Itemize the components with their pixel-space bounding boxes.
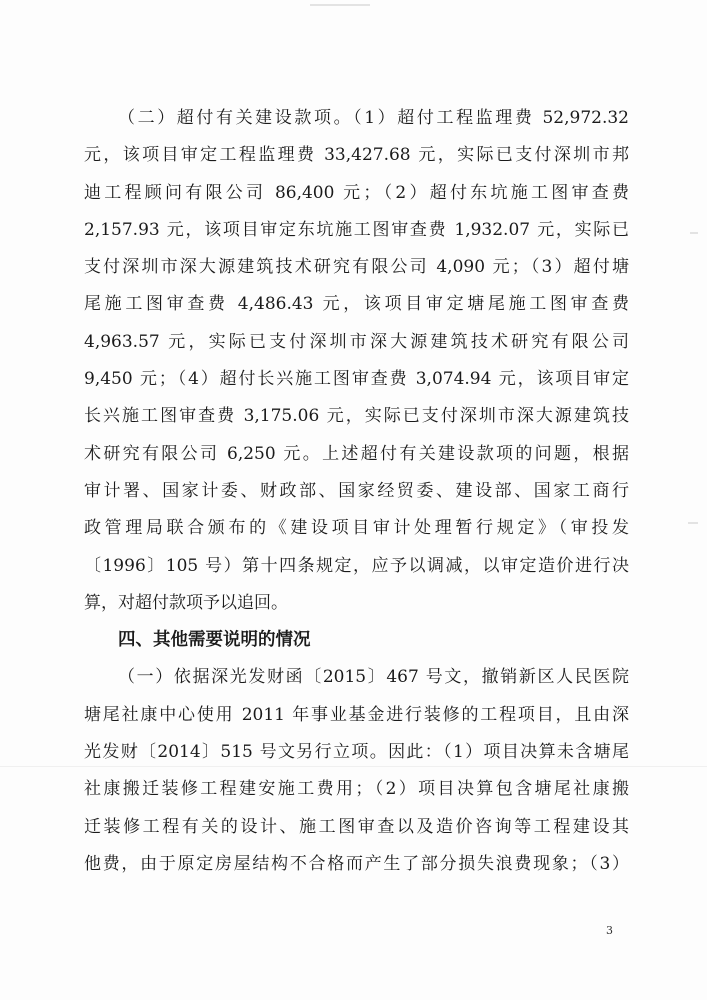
text-line: 算，对超付款项予以追回。 (84, 592, 288, 613)
text-line: 长兴施工图审查费 3,175.06 元，实际已支付深圳市深大源建筑技 (84, 406, 629, 427)
scan-edge-mark-right (690, 232, 698, 234)
text-line: 塘尾社康中心使用 2011 年事业基金进行装修的工程项目，且由深 (84, 704, 629, 725)
text-line: 4,963.57 元，实际已支付深圳市深大源建筑技术研究有限公司 (84, 331, 629, 352)
text-line: （一）依据深光发财函〔2015〕467 号文，撤销新区人民医院 (118, 667, 629, 688)
page-number: 3 (606, 924, 613, 937)
text-line: 迁装修工程有关的设计、施工图审查以及造价咨询等工程建设其 (84, 816, 629, 837)
text-line: （二）超付有关建设款项。（1）超付工程监理费 52,972.32 (118, 108, 629, 128)
text-line: 尾施工图审查费 4,486.43 元，该项目审定塘尾施工图审查费 (84, 294, 629, 315)
text-line: 〔1996〕105 号）第十四条规定，应予以调减，以审定造价进行决 (84, 555, 629, 576)
text-line: 审计署、国家计委、财政部、国家经贸委、建设部、国家工商行 (84, 480, 629, 501)
text-line: 2,157.93 元，该项目审定东坑施工图审查费 1,932.07 元，实际已 (84, 219, 629, 240)
text-line: 9,450 元；（4）超付长兴施工图审查费 3,074.94 元，该项目审定 (84, 369, 629, 390)
text-line: 元，该项目审定工程监理费 33,427.68 元，实际已支付深圳市邦 (84, 145, 629, 166)
text-line: 术研究有限公司 6,250 元。上述超付有关建设款项的问题，根据 (84, 443, 629, 464)
paragraph-overpaid-construction-funds (84, 100, 629, 622)
document-body (84, 100, 629, 883)
section-heading: 四、其他需要说明的情况 (118, 630, 311, 651)
scan-edge-mark-right (688, 522, 698, 524)
text-line: 他费，由于原定房屋结构不合格而产生了部分损失浪费现象；（3） (84, 853, 629, 874)
text-line: 社康搬迁装修工程建安施工费用；（2）项目决算包含塘尾社康搬 (84, 779, 629, 800)
text-line: 政管理局联合颁布的《建设项目审计处理暂行规定》（审投发 (84, 518, 629, 539)
text-line: 光发财〔2014〕515 号文另行立项。因此：（1）项目决算未含塘尾 (84, 742, 629, 763)
text-line: 支付深圳市深大源建筑技术研究有限公司 4,090 元；（3）超付塘 (84, 257, 629, 278)
scan-edge-mark-top (310, 4, 370, 6)
text-line: 迪工程顾问有限公司 86,400 元；（2）超付东坑施工图审查费 (84, 182, 629, 203)
paragraph-other-matters (84, 659, 629, 883)
